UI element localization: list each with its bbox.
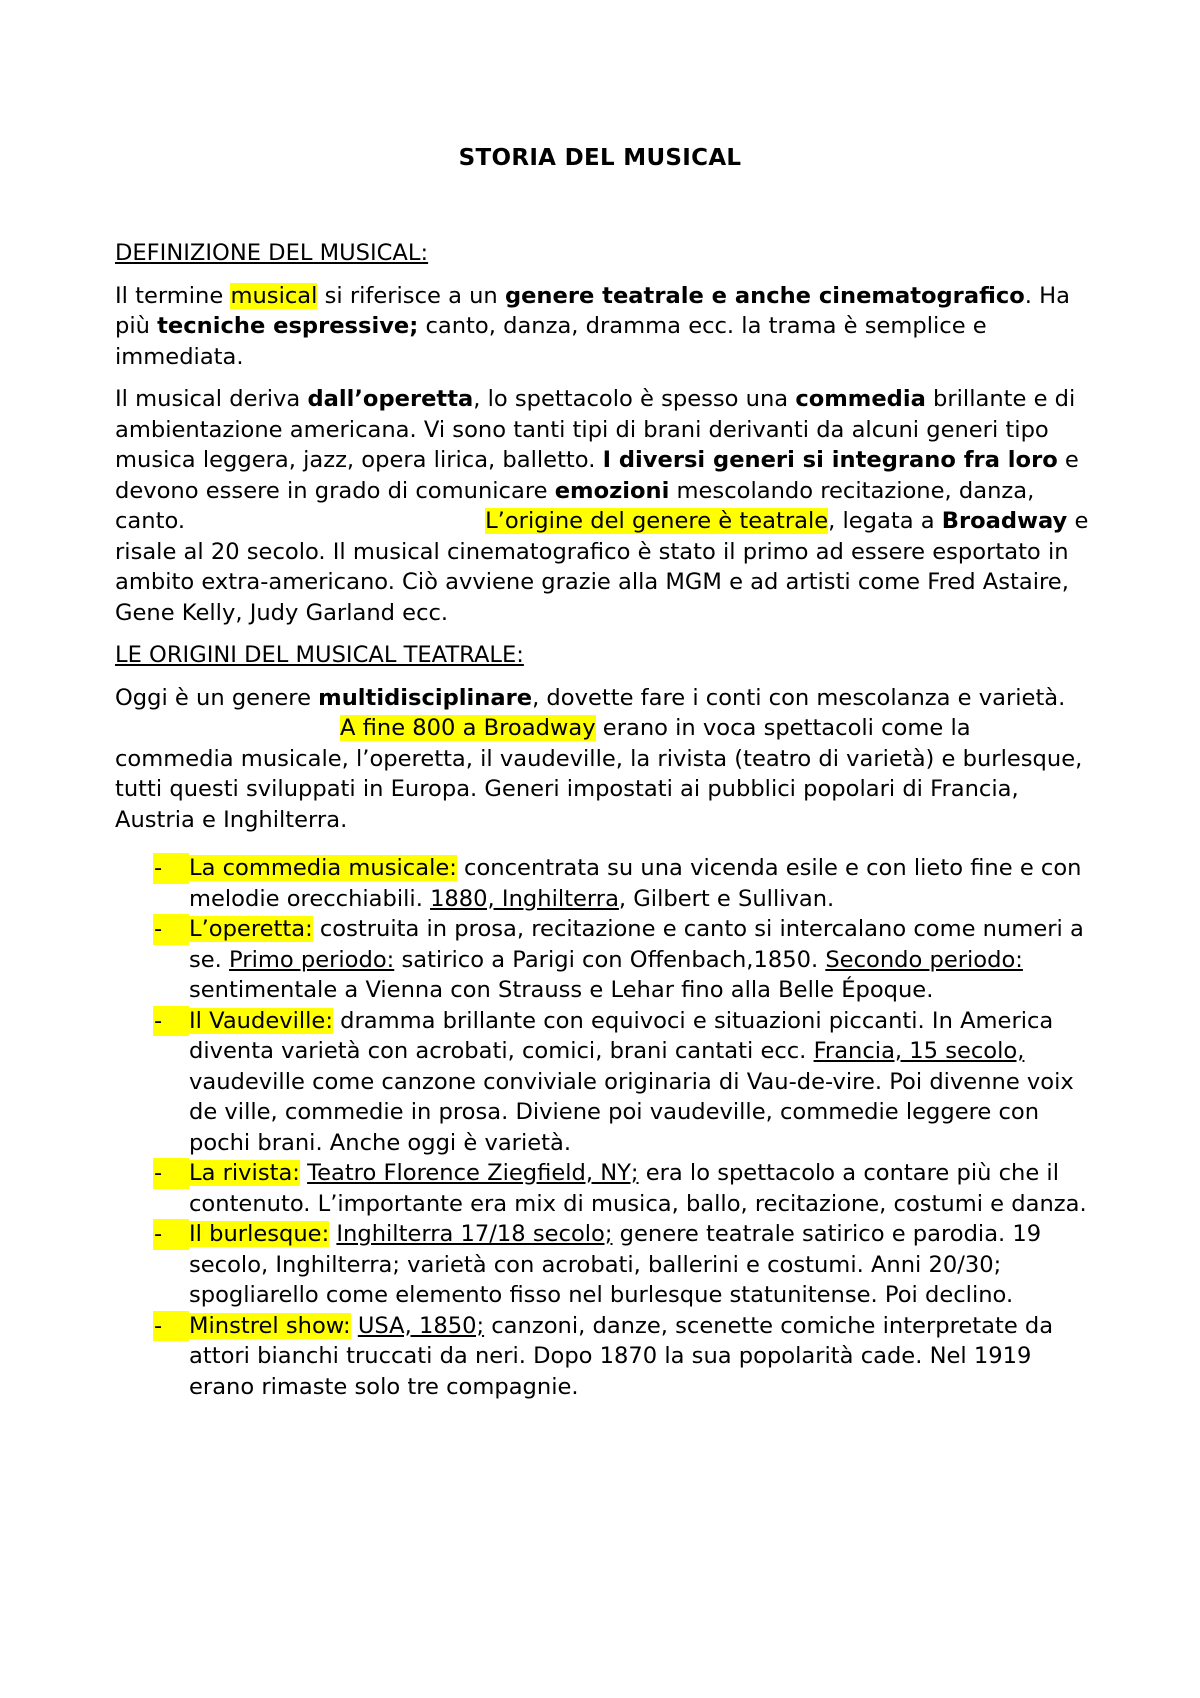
section-heading-definizione: DEFINIZIONE DEL MUSICAL: xyxy=(115,240,429,266)
underlined-text: Primo periodo: xyxy=(229,946,395,973)
highlighted-text: Minstrel show: xyxy=(189,1312,351,1339)
text-run: , lo spettacolo è spesso una xyxy=(473,386,796,412)
bold-text: commedia xyxy=(795,386,926,412)
underlined-text: 1880, Inghilterra xyxy=(430,885,619,912)
text-run: genere teatrale satirico e parodia. 19 secolo, Inghilterra; varietà con acrobati, ballerini e costumi. Anni 20/30; spogliarello come elemento fisso nel burlesque statunitense. Poi declino. xyxy=(189,1221,1042,1308)
list-item xyxy=(115,1158,1095,1219)
underlined-text: USA, 1850; xyxy=(357,1312,485,1339)
text-run: erano in voca spettacoli come la commedia musicale, l’operetta, il vaudeville, la rivista (teatro di varietà) e burlesque, tutti questi sviluppati in Europa. Generi impostati ai pubblici popolari di Francia, Austria e Inghilterra. xyxy=(115,715,1083,833)
bold-text: tecniche espressive; xyxy=(157,313,419,339)
text-run: canto, danza, dramma ecc. la trama è semplice e immediata. xyxy=(115,313,987,370)
bold-text: multidisciplinare xyxy=(318,684,533,711)
underlined-text: Teatro Florence Ziegfield, NY; xyxy=(307,1160,639,1186)
bold-text: Broadway xyxy=(941,508,1068,534)
bold-text: genere teatrale e anche cinematografico xyxy=(504,282,1025,309)
document-title: STORIA DEL MUSICAL xyxy=(458,145,742,171)
text-run: canzoni, danze, scenette comiche interpretate da attori bianchi truccati da neri. Dopo 1870 la sua popolarità cade. Nel 1919 erano rimaste solo tre compagnie. xyxy=(189,1312,1054,1400)
highlighted-text: L’origine del genere è teatrale xyxy=(485,508,829,534)
text-run: Oggi è un genere xyxy=(115,684,319,711)
highlighted-text: La rivista: xyxy=(189,1160,300,1186)
text-run: Il musical deriva xyxy=(115,386,308,412)
list-item xyxy=(115,1006,1095,1159)
text-run: brillante e di ambientazione americana. Vi sono tanti tipi di brani derivanti da alcuni generi tipo musica leggera, jazz, opera lirica, balletto. xyxy=(115,386,1076,473)
highlighted-text: L’operetta: xyxy=(189,916,313,942)
dash-bullet xyxy=(153,914,189,945)
section-heading-origini: LE ORIGINI DEL MUSICAL TEATRALE: xyxy=(115,642,524,668)
text-run: , dovette fare i conti con mescolanza e varietà. xyxy=(532,684,1066,711)
dash-bullet xyxy=(153,853,189,884)
text-run: satirico a Parigi con Offenbach,1850. xyxy=(394,946,826,973)
dash-bullet xyxy=(153,1006,189,1037)
paragraph-definizione xyxy=(115,281,1095,373)
paragraph-operetta xyxy=(115,384,1095,628)
highlighted-text: musical xyxy=(230,282,318,309)
bold-text: emozioni xyxy=(554,477,670,504)
underlined-text: Secondo periodo: xyxy=(825,946,1023,973)
text-run xyxy=(351,1313,358,1339)
list-item xyxy=(115,853,1095,914)
bold-text: I diversi generi si integrano fra loro xyxy=(602,447,1058,473)
list-item xyxy=(115,1311,1095,1403)
text-run: costruita in prosa, recitazione e canto si intercalano come numeri a se. xyxy=(189,916,1084,973)
highlighted-text: A fine 800 a Broadway xyxy=(340,715,596,741)
document-body xyxy=(115,238,1095,1402)
highlighted-text: Il Vaudeville: xyxy=(189,1007,333,1034)
bold-text: dall’operetta xyxy=(307,386,474,412)
text-run: , legata a xyxy=(828,508,942,534)
text-run: concentrata su una vicenda esile e con lieto fine e con melodie orecchiabili. xyxy=(189,855,1082,912)
list-item xyxy=(115,1219,1095,1311)
dash-bullet xyxy=(153,1311,189,1342)
genre-list xyxy=(115,853,1095,1402)
text-run: e devono essere in grado di comunicare xyxy=(115,447,1079,504)
dash-bullet xyxy=(153,1219,189,1250)
highlighted-text: Il burlesque: xyxy=(189,1221,330,1247)
list-item xyxy=(115,914,1095,1006)
dash-bullet xyxy=(153,1158,189,1189)
text-run: era lo spettacolo a contare più che il contenuto. L’importante era mix di musica, ballo, recitazione, costumi e danza. xyxy=(189,1160,1087,1217)
underlined-text: Francia, 15 secolo, xyxy=(813,1038,1025,1064)
paragraph-origini xyxy=(115,683,1095,836)
text-run: vaudeville come canzone conviviale originaria di Vau-de-vire. Poi divenne voix de ville, commedie in prosa. Diviene poi vaudeville, commedie leggere con pochi brani. Anche oggi è varietà. xyxy=(189,1068,1074,1156)
text-run: e risale al 20 secolo. Il musical cinematografico è stato il primo ad essere esportato in ambito extra-americano. Ciò avviene grazie alla MGM e ad artisti come Fred Astaire, Gene Kelly, Judy Garland ecc. xyxy=(115,508,1089,626)
text-run: mescolando recitazione, danza, canto. xyxy=(115,477,1035,534)
text-run: , Gilbert e Sullivan. xyxy=(618,885,835,912)
text-run: sentimentale a Vienna con Strauss e Lehar fino alla Belle Époque. xyxy=(189,977,934,1003)
text-run: . Ha più xyxy=(115,282,1070,339)
text-run: si riferisce a un xyxy=(317,282,505,309)
text-run: dramma brillante con equivoci e situazioni piccanti. In America diventa varietà con acrobati, comici, brani cantati ecc. xyxy=(189,1007,1054,1064)
text-run: Il termine xyxy=(115,282,231,309)
underlined-text: Inghilterra 17/18 secolo; xyxy=(336,1221,613,1247)
highlighted-text: La commedia musicale: xyxy=(189,855,457,881)
